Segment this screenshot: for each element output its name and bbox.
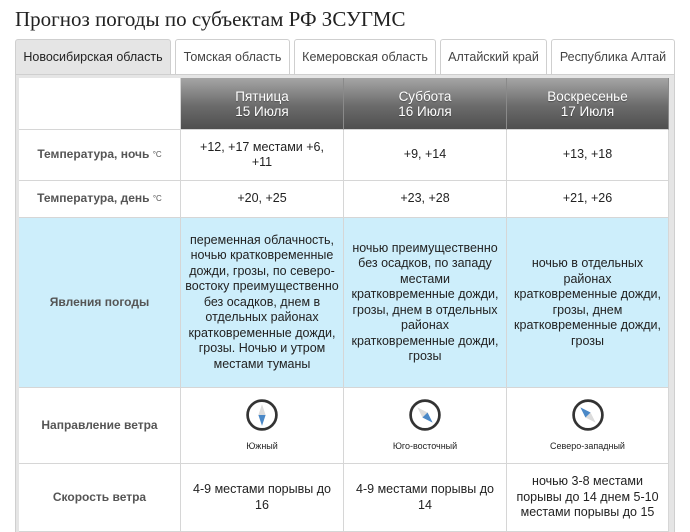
temp-night-day3: +13, +18: [507, 130, 669, 181]
temp-night-day2: +9, +14: [344, 130, 507, 181]
day-date: 15 Июля: [235, 103, 289, 119]
phenomena-day2: ночью преимущественно без осадков, по западу местами кратковременные дожди, грозы, днем в отдельных районах кратковременные дожди, грозы: [344, 218, 507, 388]
wind-speed-day1: 4-9 местами порывы до 16: [181, 464, 344, 532]
temp-day-day2: +23, +28: [344, 181, 507, 218]
label-text: Температура, день: [37, 191, 150, 206]
wind-speed-day2: 4-9 местами порывы до 14: [344, 464, 507, 532]
row-label-wind-direction: Направление ветра: [19, 388, 181, 464]
compass-southeast-icon: [407, 397, 443, 433]
tab-tomsk[interactable]: Томская область: [175, 39, 290, 75]
wind-dir-day2: [344, 388, 507, 464]
wind-dir-day1: [181, 388, 344, 464]
day-header-1: [181, 78, 344, 130]
wind-direction-name: Юго-восточный: [392, 440, 458, 451]
tab-kemerovo[interactable]: Кемеровская область: [294, 39, 436, 75]
day-date: 16 Июля: [398, 103, 452, 119]
tab-altai-krai[interactable]: Алтайский край: [440, 39, 547, 75]
wind-speed-day3: ночью 3-8 местами порывы до 14 днем 5-10 местами порывы до 15: [507, 464, 669, 532]
phenomena-day3: ночью в отдельных районах кратковременные дожди, грозы, днем кратковременные дожди, грозы: [507, 218, 669, 388]
row-label-temp-day: [19, 181, 181, 218]
temp-day-day3: +21, +26: [507, 181, 669, 218]
table-corner: [19, 78, 181, 130]
wind-dir-day3: [507, 388, 669, 464]
day-weekday: Пятница: [235, 88, 289, 104]
row-label-phenomena: Явления погоды: [19, 218, 181, 388]
compass-northwest-icon: [570, 397, 606, 433]
label-text: Температура, ночь: [37, 147, 150, 162]
day-header-2: [344, 78, 507, 130]
day-header-3: [507, 78, 669, 130]
region-tabs: [15, 39, 675, 75]
phenomena-day1: переменная облачность, ночью кратковременные дожди, грозы, по северо-востоку преимущественно без осадков, днем в отдельных районах кратковременные дожди, грозы. Ночью и утром местами туманы: [181, 218, 344, 388]
tab-novosibirsk[interactable]: Новосибирская область: [15, 39, 171, 76]
row-label-temp-night: [19, 130, 181, 181]
day-weekday: Воскресенье: [547, 88, 628, 104]
compass-south-icon: [244, 397, 280, 433]
temp-night-day1: +12, +17 местами +6, +11: [181, 130, 344, 181]
tab-altai-republic[interactable]: Республика Алтай: [551, 39, 675, 75]
day-weekday: Суббота: [398, 88, 452, 104]
page-title: Прогноз погоды по субъектам РФ ЗСУГМС: [15, 7, 406, 31]
day-date: 17 Июля: [560, 103, 615, 119]
wind-direction-name: Южный: [246, 440, 278, 451]
unit-label: °С: [152, 194, 162, 204]
temp-day-day1: +20, +25: [181, 181, 344, 218]
unit-label: °С: [152, 150, 162, 160]
row-label-wind-speed: Скорость ветра: [19, 464, 181, 532]
forecast-table: [19, 78, 669, 532]
wind-direction-name: Северо-западный: [550, 440, 625, 451]
